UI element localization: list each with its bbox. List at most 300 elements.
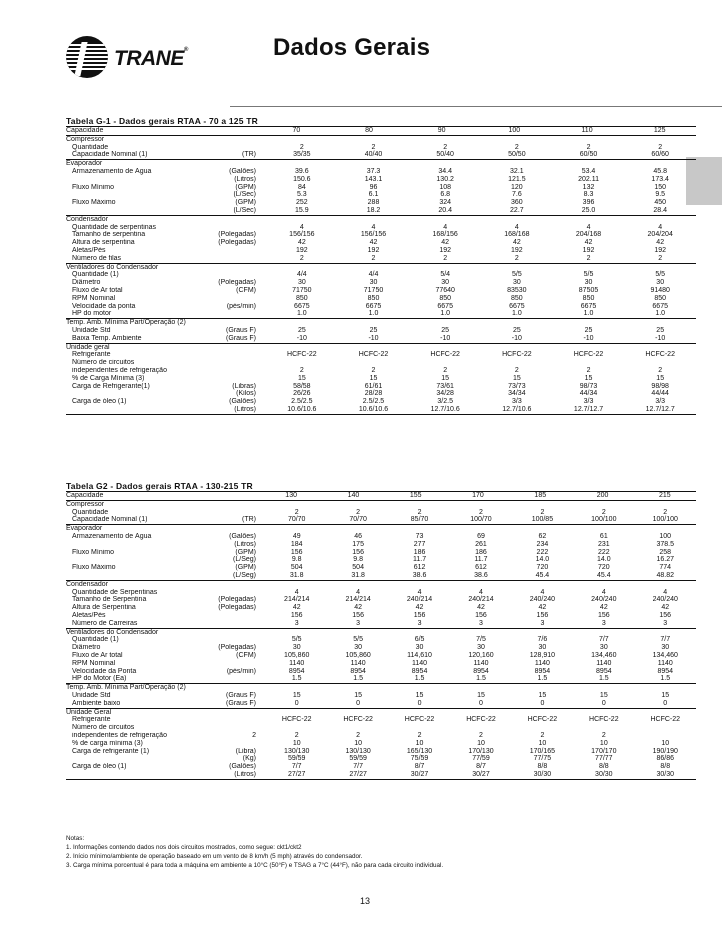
table-cell: 70/70 [287,516,306,524]
row-unit [208,375,266,383]
row-label: Condensador [66,215,109,223]
table-cell [509,525,571,533]
row-unit: (Polegadas) [218,239,256,247]
table-row [66,755,696,763]
table-cell [623,264,696,272]
table-cell: 2 [601,508,606,516]
table-cell: 130 [285,492,297,499]
row-label: HP do motor [72,310,112,318]
table-cell: 2 [356,508,361,516]
table-cell: 2 [586,254,591,262]
table-cell: 48.82 [656,571,674,579]
row-unit [208,740,266,748]
trane-logo-mark-icon [66,36,108,78]
table-cell: 2 [371,254,376,262]
table-cell: -10 [655,334,666,342]
table-cell [333,216,406,224]
table-cell: 7/7 [291,763,302,771]
table-cell [635,724,696,732]
table-cell: 27/27 [349,770,367,778]
table-cell: -10 [583,334,594,342]
section-header-row [66,136,696,144]
table-row [66,295,696,303]
table-cell: 6675 [509,302,525,310]
table-cell: 6675 [580,302,597,310]
row-label [66,755,208,763]
table-cell: 28/28 [364,390,383,398]
row-unit [208,620,266,628]
row-label: Fluxo Máximo [72,199,116,207]
table-cell [333,264,406,272]
table-cell: 396 [582,199,595,207]
table-cell [405,264,478,272]
notes [66,834,706,870]
table-cell: 30 [297,279,306,287]
table-cell: 3/3 [655,398,666,406]
table-cell: 120 [511,183,523,191]
row-unit: (Polegadas) [218,644,256,652]
row-label: Quantidade de serpentinas [72,223,157,231]
table-cell: 215 [658,492,671,499]
row-unit [208,509,266,517]
table-cell [385,501,447,509]
table-cell [551,319,624,327]
table-cell: 15 [354,691,363,699]
table-cell [405,136,478,144]
table-cell: 30 [656,279,665,287]
row-label: Refrigerante [72,351,111,359]
table-cell: 7.6 [511,191,522,199]
row-label: Fluxo Mínimo [72,548,115,556]
table-cell [571,684,633,692]
table-cell [385,709,447,717]
table-row [66,224,696,232]
table-cell: 80 [365,127,373,134]
table-cell: 84 [297,183,306,191]
table-cell: 2 [371,143,376,151]
table-row [66,716,696,724]
row-label: Capacidade [66,492,104,499]
table-cell [260,629,322,637]
table-cell: 34/28 [436,390,454,398]
table-cell: 2 [294,508,299,516]
row-label: Unidade Std [72,691,111,699]
table-row [66,724,696,732]
table-cell: 3/3 [583,398,594,406]
row-unit: (GPM) [235,199,256,207]
table-cell: 30 [538,644,547,652]
table-cell: 4 [601,588,606,596]
row-unit: (Galões) [229,167,256,175]
table-row [66,359,696,367]
row-unit [208,636,266,644]
table-cell [447,501,509,509]
table-cell: 10 [477,739,485,747]
table-cell: 15 [584,374,593,382]
section-header-row [66,629,696,637]
table-cell: 15 [297,374,306,382]
table-cell: 10 [354,739,363,747]
table-cell: 53.4 [581,167,596,175]
row-label: Baixa Temp. Ambiente [72,334,142,342]
table-cell: 8954 [596,667,612,675]
row-unit: (Polegadas) [218,231,256,239]
row-label: % de carga mínima (3) [72,739,143,747]
row-label: Quantidade [72,143,109,151]
table-cell [260,709,322,717]
table-cell: 186 [413,548,426,556]
table-row [66,151,696,160]
table-cell: HCFC-22 [466,716,496,724]
table-cell: 3/2.5 [437,398,453,406]
row-unit: (L/Seg) [233,556,256,564]
row-label [66,771,208,779]
table-cell: 192 [367,246,380,254]
table-cell: 8.3 [583,191,594,199]
brand-name: TRANE® [114,47,188,70]
table-cell: 12.7/10.6 [430,405,460,413]
table-cell: 12.7/10.6 [502,405,532,413]
row-unit [202,709,260,717]
table-cell: 720 [597,564,610,572]
row-unit [208,247,266,255]
row-unit [208,224,266,232]
row-unit: (Kilos) [236,390,256,398]
table-cell: 2 [658,143,663,151]
table-cell [571,525,633,533]
table-cell: 12.7/12.7 [573,405,604,413]
table-cell: 69 [477,532,485,540]
table-cell: 192 [295,246,308,254]
row-unit [208,675,266,683]
table-cell: 2 [356,731,361,739]
table-cell: 125 [653,127,666,134]
table-cell: 4 [294,588,299,596]
table-cell [551,216,624,224]
table-cell: 16.27 [656,556,674,564]
table-cell: 378.5 [656,540,674,548]
table-cell [573,724,634,732]
table-g2 [66,481,696,780]
table-cell: 1140 [473,659,489,667]
table-cell: 4 [586,223,591,231]
table-row [66,176,696,184]
table-cell: 98/73 [579,382,598,390]
section-header-row [66,344,696,352]
section-header-row [66,501,696,509]
table-cell [634,684,696,692]
table-cell: 30 [512,279,521,287]
table-cell [634,581,696,589]
table-cell: 2 [299,143,304,151]
section-header-row [66,160,696,168]
table-cell: 1140 [412,659,428,667]
table-cell: 34.4 [438,167,452,175]
table-cell: 130/130 [284,747,310,755]
row-label: Carga de óleo (1) [72,398,127,406]
table-row [66,231,696,239]
table-cell [624,359,696,367]
table-cell [571,501,633,509]
section-header-row [66,709,696,717]
table-cell: 1.5 [476,675,486,683]
row-label: RPM Nominal [72,659,116,667]
table-cell: 156 [597,611,610,619]
row-unit: (Graus F) [226,699,256,707]
row-unit: (Graus F) [226,334,256,342]
table-cell [389,724,450,732]
table-row [66,144,696,152]
row-label: Carga de refrigerante (1) [72,747,150,755]
table-cell: 3 [294,619,299,627]
table-cell: 175 [352,540,364,548]
row-label [66,390,208,398]
table-cell: 6675 [365,302,382,310]
table-cell: 71750 [292,286,312,294]
table-cell [553,359,625,367]
table-cell [322,629,384,637]
table-cell: 11.7 [474,556,488,564]
section-header-row [66,127,696,136]
table-cell: 22.7 [510,206,524,214]
row-label: Carga de óleo (1) [72,763,127,771]
table-cell: 132 [582,183,595,191]
table-cell [260,684,322,692]
table-cell: 774 [659,564,672,572]
row-label: Altura de Serpentina [72,604,136,612]
table-cell: 1.0 [511,310,522,318]
row-unit: (Polegadas) [218,596,256,604]
table-cell: 192 [439,246,452,254]
table-cell: -10 [296,334,307,342]
table-row [66,255,696,264]
table-cell: 1140 [657,659,673,667]
table-cell: 15 [369,374,378,382]
table-cell: 30 [661,644,670,652]
row-unit: (Litros) [234,540,256,548]
table-cell [509,684,571,692]
table-cell [385,525,447,533]
row-unit: (L/Sec) [233,191,256,199]
table-cell [260,216,333,224]
table-cell: 222 [597,548,610,556]
row-unit: (pés/min) [226,302,256,310]
table-cell: 60/50 [579,151,598,159]
trane-logo [66,36,196,80]
table-cell [551,160,624,168]
table-cell: 32.1 [510,167,524,175]
table-cell: 222 [536,548,549,556]
table-cell [509,501,571,509]
table-cell: 49 [292,532,301,540]
table-cell: 612 [475,564,487,572]
table-cell: 42 [599,604,608,612]
table-cell: 504 [290,564,303,572]
table-g1 [66,116,696,415]
table-cell: 140 [347,492,360,499]
table-cell: 71750 [363,286,384,294]
table-cell: 5.3 [296,191,307,199]
table-cell: HCFC-22 [573,351,604,359]
table-cell: 2 [663,508,668,516]
table-cell: 185 [534,492,547,499]
row-label: Número de filas [72,254,122,262]
table-cell: 25 [297,326,306,334]
table-cell [405,160,478,168]
table-cell: 30 [354,644,363,652]
row-unit: (Libra) [235,747,256,755]
table-cell: 134,460 [591,651,617,659]
table-cell: 240/240 [529,596,556,604]
table-cell: 30/27 [410,770,429,778]
row-label: Carga de Refrigerante(1) [72,382,150,390]
row-label: Ventiladores do Condensador [66,263,159,271]
table-cell: 4 [371,223,376,231]
table-cell: 240/214 [468,596,494,604]
table-cell: 7/6 [537,636,548,644]
table-cell [260,525,322,533]
table-cell: 31.8 [351,571,365,579]
section-header-row [66,684,696,692]
table-cell: 2 [299,254,304,262]
table-cell [322,684,384,692]
table-cell: 30 [599,644,608,652]
table-cell: 90 [437,127,446,134]
table-cell: HCFC-22 [430,351,460,359]
table-cell: 0 [601,699,606,707]
table-cell: 42 [415,604,424,612]
row-unit: (CFM) [236,286,256,294]
row-unit: (Galões) [229,398,256,406]
table-cell: 42 [441,239,450,247]
row-label: RPM Nominal [72,294,116,302]
table-row [66,406,696,415]
table-caption: Tabela G-1 - Dados gerais RTAA - 70 a 125 TR [66,116,696,127]
table-row [66,184,696,192]
table-row [66,660,696,668]
table-cell: 156 [290,611,303,619]
table-cell [266,724,327,732]
table-cell: 8/8 [598,763,609,771]
row-unit [208,310,266,318]
table-cell: 1140 [289,659,305,667]
table-cell [447,709,509,717]
table-cell: 261 [475,540,487,548]
table-cell: 25 [369,326,378,334]
row-label: Refrigerante [72,716,111,724]
row-unit: (GPM) [235,548,256,556]
table-cell: 156 [659,611,672,619]
row-unit [208,144,266,152]
row-label: Número de circuitos [72,359,135,367]
table-cell: 4/4 [368,271,379,279]
table-cell: 83530 [507,286,527,294]
table-cell: 2.5/2.5 [362,398,385,406]
table-cell: 2 [586,366,591,374]
table-cell: 42 [538,604,547,612]
table-cell [634,709,696,717]
table-cell [385,581,447,589]
table-row [66,636,696,644]
note-item: 3. Carga mínima porcentual é para toda a máquina em ambiente a 10°C (50°F) e TSAG a 7°C (44°F), não para cada circuito individual. [66,862,444,869]
table-cell: 30/27 [472,770,490,778]
row-label: Fluxo Mínimo [72,183,115,191]
row-unit [202,492,260,500]
table-cell: 850 [367,294,380,302]
table-row [66,604,696,612]
table-cell: 288 [367,199,380,207]
table-cell: 3 [663,619,668,627]
table-cell [322,709,384,717]
table-cell: 2 [658,254,663,262]
table-cell: 1140 [596,659,612,667]
table-cell [260,264,333,272]
row-label: Capacidade Nominal (1) [72,516,148,524]
table-row [66,207,696,216]
table-cell [478,136,551,144]
table-cell: 252 [295,199,308,207]
table-cell: 15.9 [295,206,309,214]
table-row [66,390,696,398]
section-header-row [66,319,696,327]
table-cell: 2 [514,254,519,262]
table-cell: 4 [299,223,304,231]
table-cell [405,319,478,327]
table-cell: 0 [294,699,299,707]
table-cell: 120,160 [468,651,494,659]
table-cell: 30 [477,644,485,652]
row-unit: (L/Sec) [233,206,256,214]
table-cell: 8/7 [476,763,486,771]
row-label: Unidade geral [66,343,110,351]
row-unit: (Litros) [234,770,256,778]
table-cell [260,501,322,509]
table-cell [623,216,696,224]
table-cell: 30/30 [656,770,674,778]
row-label [66,176,208,184]
table-cell: 2 [371,366,376,374]
row-label: Tamanho de Serpentina [72,596,147,604]
table-row [66,732,696,740]
section-header-row [66,492,696,501]
table-row [66,516,696,525]
table-cell: 98/98 [651,382,669,390]
table-cell: 40/40 [364,151,383,159]
table-row [66,748,696,756]
row-label: Quantidade (1) [72,636,119,644]
table-row [66,556,696,564]
table-row [66,740,696,748]
table-cell: 44/44 [651,390,669,398]
note-item: 2. Início mínimo/ambiente de operação baseado em um vento de 8 km/h (5 mph) através do condensador. [66,853,363,860]
table-cell: 5/5 [511,271,522,279]
row-label: Ventiladores do Condensador [66,628,159,636]
table-cell: 4 [663,588,668,596]
table-row [66,541,696,549]
table-cell: 170 [472,492,484,499]
table-cell: 2 [514,143,519,151]
table-cell: 277 [413,540,426,548]
row-label: Fluxo de Ar total [72,651,123,659]
table-cell: 10 [538,739,547,747]
row-unit: (Galões) [229,532,256,540]
row-label: % de Carga Mínima (3) [72,374,145,382]
table-cell [260,581,322,589]
table-cell: 35/35 [293,151,311,159]
table-cell: 10 [415,739,424,747]
table-cell: 2 [294,731,299,739]
section-header-row [66,581,696,589]
